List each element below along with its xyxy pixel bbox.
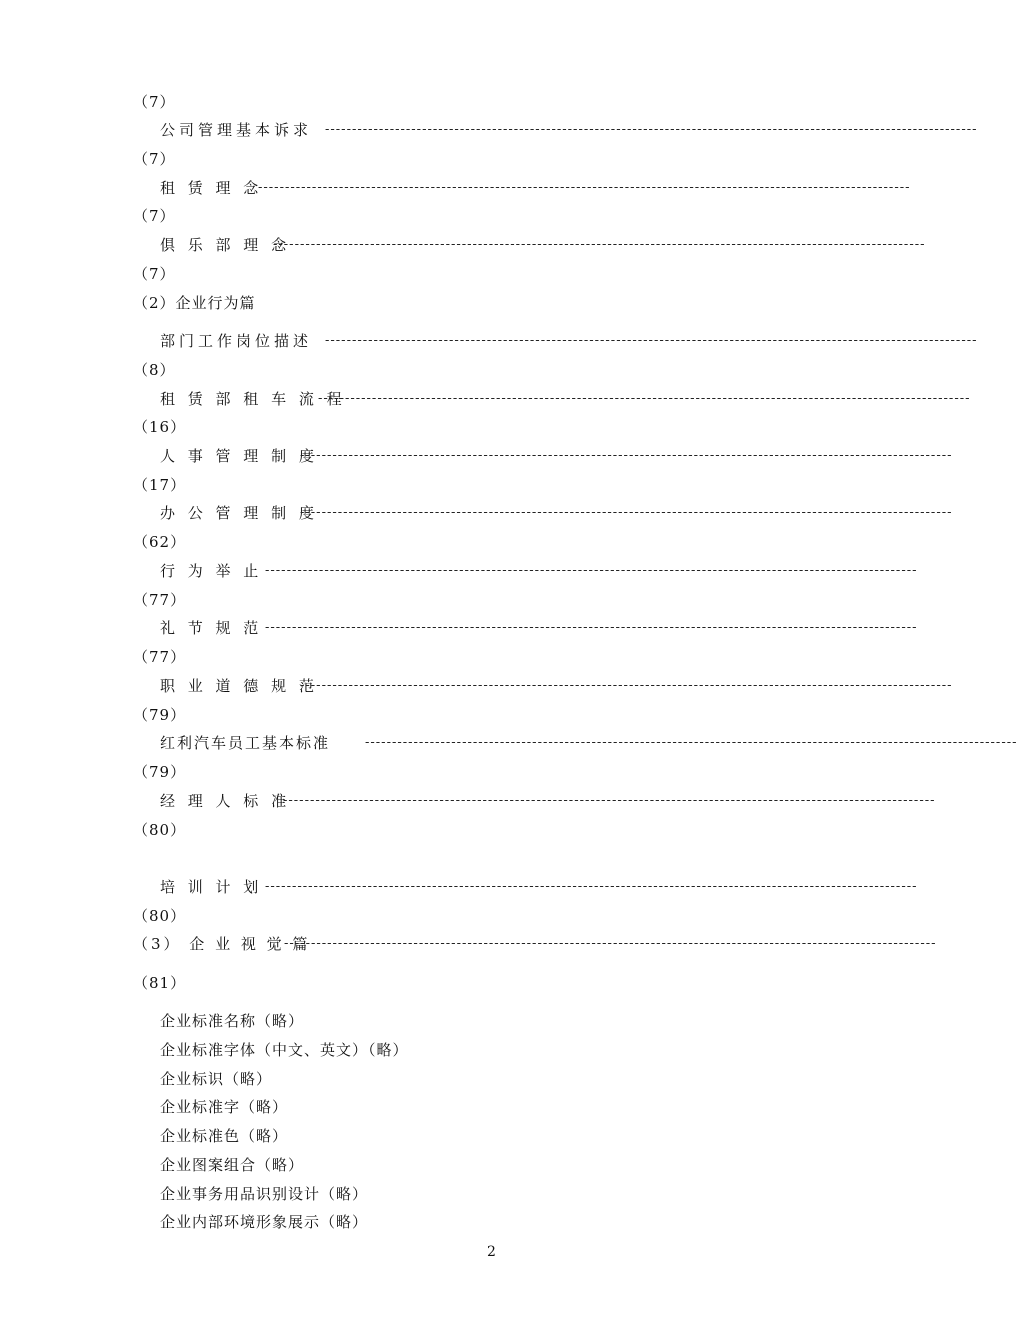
page-ref: （7） (133, 150, 176, 168)
page-ref: （80） (133, 907, 187, 925)
visual-item: 企业标准字体（中文、英文）（略） (160, 1041, 409, 1059)
page-ref: （79） (133, 706, 187, 724)
toc-entry-rental-process: 租 赁 部 租 车 流 程 (160, 390, 346, 408)
dot-leader: ------------------------------------------------------------------------------------------------------------------------- (365, 735, 1018, 750)
toc-entry-mgmt-requirements: 公司管理基本诉求 (160, 121, 313, 139)
dot-leader: ------------------------------------------------------------------------------------------------------------------------- (318, 391, 971, 406)
page-ref: （16） (133, 418, 187, 436)
dot-leader: ------------------------------------------------------------------------------------------------------------------------- (300, 678, 953, 693)
visual-item: 企业内部环境形象展示（略） (160, 1213, 369, 1231)
toc-entry-manager-standards: 经 理 人 标 准 (160, 792, 291, 810)
dot-leader: ------------------------------------------------------------------------------------------------------------------------- (265, 879, 918, 894)
dot-leader: ------------------------------------------------------------------------------------------------------------------------- (265, 563, 918, 578)
visual-item: 企业标准色（略） (160, 1127, 289, 1145)
page-ref: （79） (133, 763, 187, 781)
page-ref: （7） (133, 207, 176, 225)
page-ref: （80） (133, 821, 187, 839)
dot-leader: ------------------------------------------------------------------------------------------------------------------------- (273, 237, 926, 252)
page-ref: （7） (133, 93, 176, 111)
dot-leader: ------------------------------------------------------------------------------------------------------------------------- (265, 620, 918, 635)
visual-item: 企业图案组合（略） (160, 1156, 305, 1174)
page-ref: （17） (133, 476, 187, 494)
page-ref: （8） (133, 361, 176, 379)
toc-entry-etiquette: 礼 节 规 范 (160, 619, 263, 637)
dot-leader: ------------------------------------------------------------------------------------------------------------------------- (325, 333, 978, 348)
section-heading-behavior: （2）企业行为篇 (133, 294, 256, 312)
dot-leader: ------------------------------------------------------------------------------------------------------------------------- (258, 180, 911, 195)
dot-leader: ------------------------------------------------------------------------------------------------------------------------- (300, 448, 953, 463)
visual-item: 企业事务用品识别设计（略） (160, 1185, 369, 1203)
dot-leader: ------------------------------------------------------------------------------------------------------------------------- (325, 122, 978, 137)
visual-item: 企业标准名称（略） (160, 1012, 305, 1030)
toc-entry-training-plan: 培 训 计 划 (160, 878, 263, 896)
toc-entry-conduct: 行 为 举 止 (160, 562, 263, 580)
toc-entry-staff-standards: 红利汽车员工基本标准 (160, 734, 331, 752)
toc-entry-hr-rules: 人 事 管 理 制 度 (160, 447, 318, 465)
section-heading-visual: （3） 企 业 视 觉 篇 (133, 935, 311, 953)
toc-entry-club-concept: 俱 乐 部 理 念 (160, 236, 291, 254)
visual-item: 企业标识（略） (160, 1070, 273, 1088)
dot-leader: ------------------------------------------------------------------------------------------------------------------------- (300, 505, 953, 520)
page-number: 2 (487, 1244, 496, 1260)
toc-entry-job-descriptions: 部门工作岗位描述 (160, 332, 313, 350)
page-ref: （62） (133, 533, 187, 551)
dot-leader: ------------------------------------------------------------------------------------------------------------------------- (283, 793, 936, 808)
toc-entry-ethics: 职 业 道 德 规 范 (160, 677, 318, 695)
toc-entry-office-rules: 办 公 管 理 制 度 (160, 504, 318, 522)
page-ref: （77） (133, 591, 187, 609)
visual-item: 企业标准字（略） (160, 1098, 289, 1116)
page-ref: （7） (133, 265, 176, 283)
page-ref: （77） (133, 648, 187, 666)
dot-leader: ------------------------------------------------------------------------------------------------------------------------- (284, 936, 937, 951)
page-ref: （81） (133, 974, 187, 992)
toc-entry-leasing-concept: 租 赁 理 念 (160, 179, 263, 197)
